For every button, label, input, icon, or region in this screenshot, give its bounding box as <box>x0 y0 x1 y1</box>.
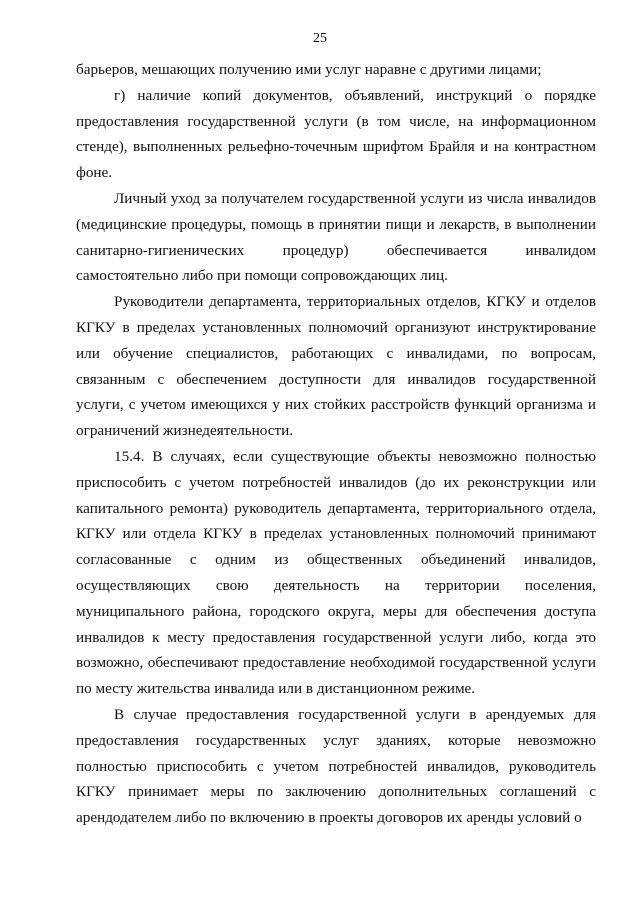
paragraph-section-15-4: 15.4. В случаях, если существующие объекты невозможно полностью приспособить с учетом потребностей инвалидов (до их реконструкции или капитального ремонта) руководитель департамента, территориального отдела, КГКУ или отдела КГКУ в пределах установленных полномочий принимают согласованные с одним из общественных объединений инвалидов, осуществляющих свою деятельность на территории поселения, муниципального района, городского округа, меры для обеспечения доступа инвалидов к месту предоставления государственной услуги либо, когда это возможно, обеспечивают предоставление необходимой государственной услуги по месту жительства инвалида или в дистанционном режиме. <box>76 447 596 698</box>
paragraph-staff-training: Руководители департамента, территориальных отделов, КГКУ и отделов КГКУ в пределах установленных полномочий организуют инструктирование или обучение специалистов, работающих с инвалидами, по вопросам, связанным с обеспечением доступности для инвалидов государственной услуги, с учетом имеющихся у них стойких расстройств функций организма и ограничений жизнедеятельности. <box>76 293 596 440</box>
page-number: 25 <box>313 31 327 46</box>
paragraph-continuation: барьеров, мешающих получению ими услуг наравне с другими лицами; <box>76 61 542 78</box>
paragraph-personal-care: Личный уход за получателем государственной услуги из числа инвалидов (медицинские процедуры, помощь в принятии пищи и лекарств, в выполнении санитарно-гигиенических процедур) обеспечивается инвалидом самостоятельно либо при помощи сопровождающих лиц. <box>76 189 596 285</box>
document-body <box>76 57 596 831</box>
paragraph-item-g: г) наличие копий документов, объявлений, инструкций о порядке предоставления государственной услуги (в том числе, на информационном стенде), выполненных рельефно-точечным шрифтом Брайля и на контрастном фоне. <box>76 86 596 182</box>
paragraph-rented-buildings: В случае предоставления государственной услуги в арендуемых для предоставления государственных услуг зданиях, которые невозможно полностью приспособить с учетом потребностей инвалидов, руководитель КГКУ принимает меры по заключению дополнительных соглашений с арендодателем либо по включению в проекты договоров их аренды условий о <box>76 705 596 827</box>
